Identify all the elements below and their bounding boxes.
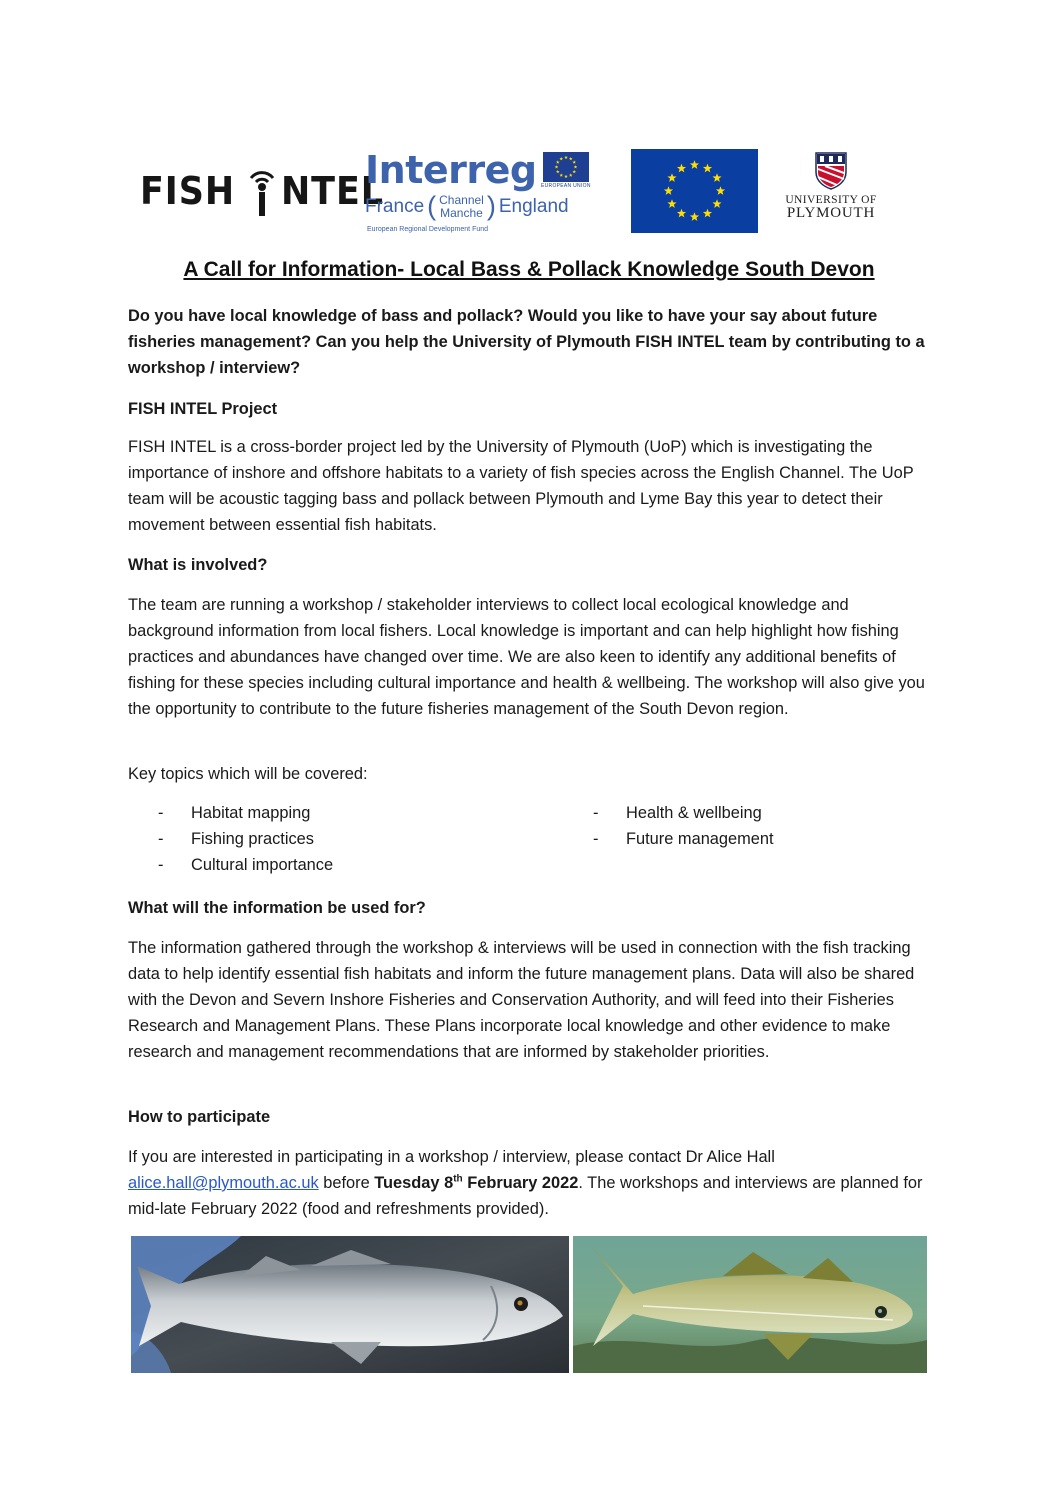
eu-star-icon <box>712 199 721 208</box>
eu-star-icon <box>667 173 676 182</box>
interreg-france: France <box>365 195 425 217</box>
list-item: - Future management <box>593 830 774 848</box>
interreg-england: England <box>498 195 569 217</box>
contact-email-link[interactable]: alice.hall@plymouth.ac.uk <box>128 1174 319 1192</box>
university-of-plymouth-logo <box>781 152 881 232</box>
page-title: A Call for Information- Local Bass & Pollack Knowledge South Devon <box>183 258 875 281</box>
university-line2: PLYMOUTH <box>786 205 876 221</box>
project-paragraph: FISH INTEL is a cross-border project led by the University of Plymouth (UoP) which is investigating the importance of inshore and offshore habitats to a variety of fish species across the English Channel. The UoP team will be acoustic tagging bass and pollack between Plymouth and Lyme Bay this year to detect their movement between essential fish habitats. <box>128 438 914 534</box>
intro-paragraph: Do you have local knowledge of bass and pollack? Would you like to have your say about future fisheries management? Can you help the University of Plymouth FISH INTEL team by contributing to a workshop / interview? <box>128 307 925 377</box>
participate-heading: How to participate <box>128 1108 271 1126</box>
interreg-name: Interreg <box>365 148 537 192</box>
eu-star-icon <box>690 212 699 221</box>
eu-star-icon <box>569 173 573 176</box>
list-item: - Fishing practices <box>158 830 314 848</box>
eu-star-icon <box>703 164 712 173</box>
eu-star-icon <box>564 156 568 159</box>
project-heading: FISH INTEL Project <box>128 400 278 418</box>
usage-heading: What will the information be used for? <box>128 899 426 917</box>
eu-star-icon <box>555 165 559 168</box>
eu-star-icon <box>664 186 673 195</box>
eu-star-icon <box>667 199 676 208</box>
pollack-photo <box>573 1236 927 1373</box>
eu-star-icon <box>677 164 686 173</box>
eu-star-icon <box>690 160 699 169</box>
eu-star-icon <box>556 170 560 173</box>
list-item: - Cultural importance <box>158 856 334 874</box>
bass-photo <box>131 1236 569 1373</box>
eu-star-icon <box>716 186 725 195</box>
involved-paragraph: The team are running a workshop / stakeholder interviews to collect local ecological knowledge and background information from local fishers. Local knowledge is important and can help highlight how fishing practices and abundances have changed over time. We are also keen to identify any additional benefits of fishing for these species including cultural importance and health & wellbeing. The workshop will also give you the opportunity to contribute to the future fisheries management of the South Devon region. <box>128 596 925 718</box>
logo-row <box>140 148 880 238</box>
eu-star-icon <box>564 175 568 178</box>
usage-paragraph: The information gathered through the workshop & interviews will be used in connection with the fish tracking data to help identify essential fish habitats and inform the future management plans. Data will also be shared with the Devon and Severn Inshore Fisheries and Conservation Authority, and will feed into their Fisheries Research and Management Plans. These Plans incorporate local knowledge and other evidence to make research and management recommendations that are informed by stakeholder priorities. <box>128 939 915 1061</box>
eu-star-icon <box>574 165 578 168</box>
eu-star-icon <box>559 157 563 160</box>
interreg-fund: European Regional Development Fund <box>367 226 489 233</box>
topics-list-right <box>593 800 774 852</box>
antenna-icon <box>245 164 279 218</box>
eu-flag-small-icon <box>543 152 589 182</box>
fish-intel-logo <box>140 160 393 222</box>
fish-intel-logo-right: NTEL <box>281 169 385 213</box>
eu-caption: EUROPEAN UNION <box>541 183 591 189</box>
list-item: - Habitat mapping <box>158 804 311 822</box>
topics-list-left <box>158 800 333 878</box>
eu-star-icon <box>569 157 573 160</box>
eu-star-icon <box>556 160 560 163</box>
interreg-logo <box>365 148 595 238</box>
involved-heading: What is involved? <box>128 556 268 574</box>
eu-star-icon <box>559 173 563 176</box>
participate-paragraph: If you are interested in participating in a workshop / interview, please contact Dr Alice Hall alice.hall@plymouth.ac.uk before Tuesday 8th February 2022. The workshops and interviews are planned for mid-late February 2022 (food and refreshments provided). <box>128 1148 923 1218</box>
topics-intro: Key topics which will be covered: <box>128 765 368 783</box>
list-item: - Health & wellbeing <box>593 804 762 822</box>
interreg-programme: France ( Channel Manche ) England <box>365 191 569 221</box>
interreg-manche: Manche <box>440 205 483 220</box>
university-line1: UNIVERSITY OF <box>785 194 877 206</box>
interreg-channel: Channel <box>439 192 484 207</box>
fish-intel-logo-left: FISH <box>140 169 236 213</box>
eu-star-icon <box>677 209 686 218</box>
eu-star-icon <box>703 209 712 218</box>
eu-star-icon <box>572 170 576 173</box>
eu-star-icon <box>712 173 721 182</box>
university-shield-icon <box>815 152 847 190</box>
eu-flag-icon <box>631 149 758 233</box>
eu-star-icon <box>572 160 576 163</box>
deadline: Tuesday 8th February 2022 <box>374 1173 579 1192</box>
